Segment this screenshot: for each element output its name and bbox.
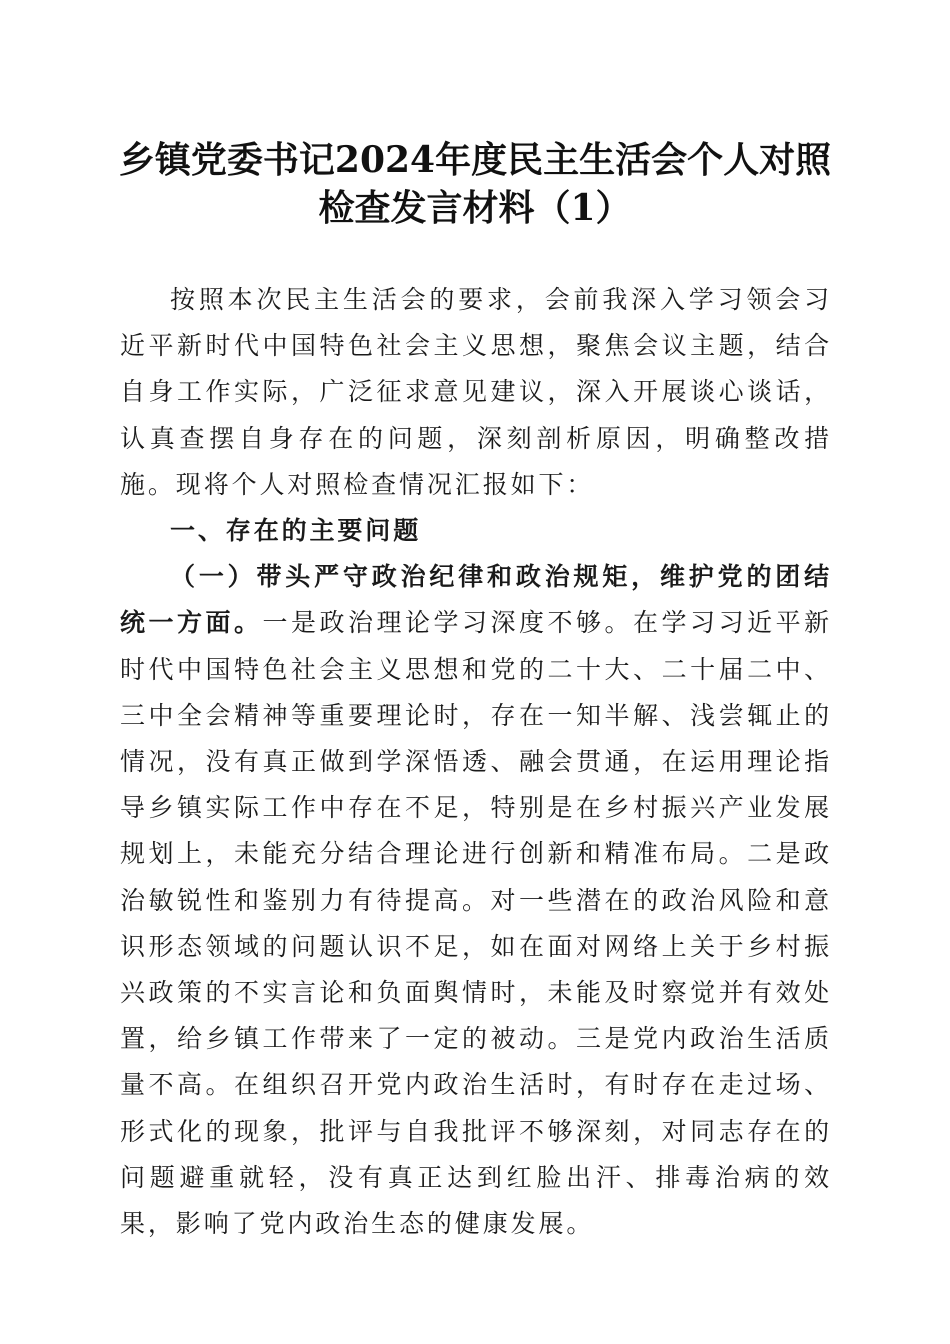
title-line-1: 乡镇党委书记2024年度民主生活会个人对照 xyxy=(118,139,832,181)
document-title xyxy=(100,136,850,232)
subsection-title-1: （一）带头严守政治纪律和政治规矩，维护党的团结统一方面。 xyxy=(120,562,832,638)
title-line-2: 检查发言材料（1） xyxy=(318,187,632,229)
intro-paragraph: 按照本次民主生活会的要求，会前我深入学习领会习近平新时代中国特色社会主义思想，聚焦会议主题，结合自身工作实际，广泛征求意见建议，深入开展谈心谈话，认真查摆自身存在的问题，深刻剖析原因，明确整改措施。现将个人对照检查情况汇报如下： xyxy=(120,285,832,499)
section-heading-1: 一、存在的主要问题 xyxy=(170,516,422,546)
subsection-paragraph-1 xyxy=(120,554,832,1247)
document-body xyxy=(120,277,832,1247)
subsection-body-1: 一是政治理论学习深度不够。在学习习近平新时代中国特色社会主义思想和党的二十大、二十届二中、三中全会精神等重要理论时，存在一知半解、浅尝辄止的情况，没有真正做到学深悟透、融会贯通，在运用理论指导乡镇实际工作中存在不足，特别是在乡村振兴产业发展规划上，未能充分结合理论进行创新和精准布局。二是政治敏锐性和鉴别力有待提高。对一些潜在的政治风险和意识形态领域的问题认识不足，如在面对网络上关于乡村振兴政策的不实言论和负面舆情时，未能及时察觉并有效处置，给乡镇工作带来了一定的被动。三是党内政治生活质量不高。在组织召开党内政治生活时，有时存在走过场、形式化的现象，批评与自我批评不够深刻，对同志存在的问题避重就轻，没有真正达到红脸出汗、排毒治病的效果，影响了党内政治生态的健康发展。 xyxy=(120,608,832,1239)
